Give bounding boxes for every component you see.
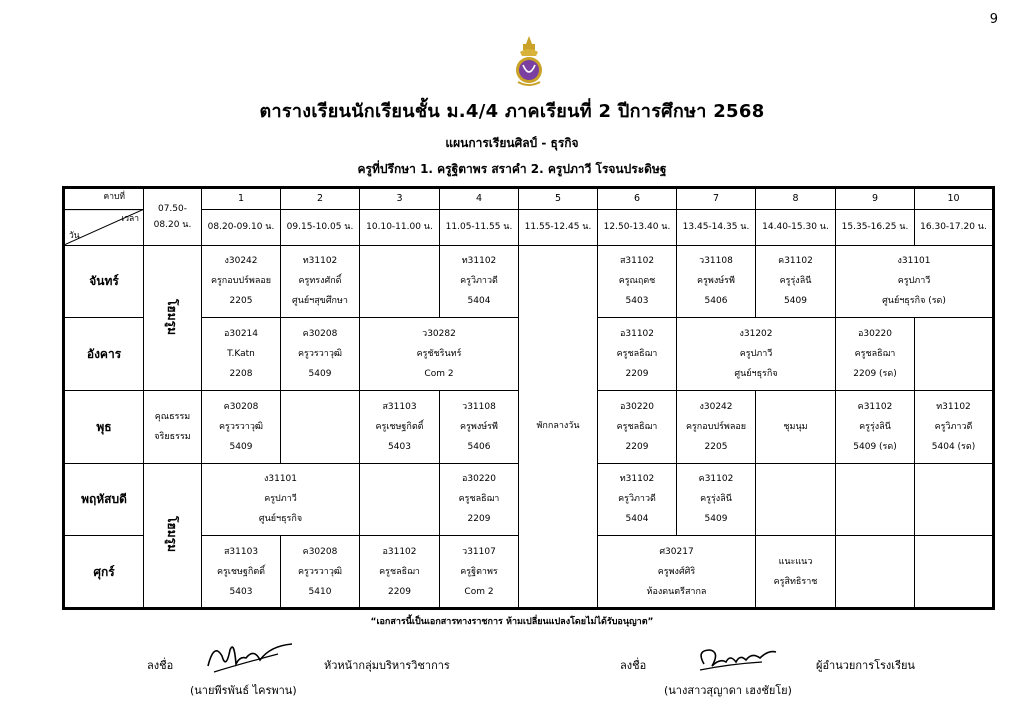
page-number: 9	[989, 12, 998, 27]
day-wednesday: พุธ	[64, 390, 144, 463]
lunch-break: พักกลางวัน	[519, 245, 598, 608]
period-5: 5	[519, 188, 598, 210]
position-right: ผู้อำนวยการโรงเรียน	[816, 659, 915, 672]
name-left: (นายพีรพันธ์ ไครพาน)	[190, 684, 297, 697]
period-8: 8	[756, 188, 836, 210]
time-9: 15.35-16.25 น.	[836, 210, 915, 245]
period-4: 4	[440, 188, 519, 210]
signature-right-icon	[690, 640, 780, 678]
class-schedule-table	[62, 186, 995, 610]
homeroom-mon-tue: โฮมรูม	[144, 245, 202, 390]
class-cell: ง30242 ครูกอบปร์พลอย 2205	[677, 390, 756, 463]
time-3: 10.10-11.00 น.	[360, 210, 440, 245]
class-cell: ท31102 ครูทรงศักดิ์ ศูนย์ฯสุขศึกษา	[281, 245, 360, 318]
class-cell: อ31102 ครูชลธิฌา 2209	[360, 536, 440, 609]
homeroom-thu-fri: โฮมรูม	[144, 463, 202, 608]
class-cell: อ30220 ครูชลธิฌา 2209 (รด)	[836, 318, 915, 391]
class-cell: ค31102 ครูรุ่งลินี 5409	[677, 463, 756, 536]
day-tuesday: อังคาร	[64, 318, 144, 391]
class-cell: ง31101 ครูปภาวี ศูนย์ฯธุรกิจ (รด)	[836, 245, 994, 318]
guidance-cell: แนะแนว ครูสิทธิราช	[756, 536, 836, 609]
period-1: 1	[202, 188, 281, 210]
empty-cell	[360, 463, 440, 536]
time-1: 08.20-09.10 น.	[202, 210, 281, 245]
empty-cell	[915, 536, 994, 609]
class-cell: ค31102 ครูรุ่งลินี 5409 (รด)	[836, 390, 915, 463]
time-header: เวลา	[121, 214, 139, 224]
class-cell: ง30242 ครูกอบปร์พลอย 2205	[202, 245, 281, 318]
class-cell: ว31108 ครูพงษ์รพี 5406	[677, 245, 756, 318]
class-cell: ว31108 ครูพงษ์รพี 5406	[440, 390, 519, 463]
time-8: 14.40-15.30 น.	[756, 210, 836, 245]
empty-cell	[915, 318, 994, 391]
club-cell: ชุมนุม	[756, 390, 836, 463]
class-cell: ค30208 ครูวรวาวุฒิ 5409	[202, 390, 281, 463]
signature-left-icon	[200, 636, 300, 678]
class-cell: ส31103 ครูเชษฐกิตติ์ 5403	[360, 390, 440, 463]
program-name: แผนการเรียนศิลป์ - ธุรกิจ	[445, 136, 579, 150]
time-7: 13.45-14.35 น.	[677, 210, 756, 245]
empty-cell	[756, 463, 836, 536]
class-cell: อ30214 T.Katn 2208	[202, 318, 281, 391]
day-monday: จันทร์	[64, 245, 144, 318]
empty-cell	[360, 245, 440, 318]
period-7: 7	[677, 188, 756, 210]
day-thursday: พฤหัสบดี	[64, 463, 144, 536]
day-friday: ศุกร์	[64, 536, 144, 609]
empty-cell	[836, 463, 915, 536]
school-emblem-icon	[512, 34, 546, 90]
class-cell: ส31103 ครูเชษฐกิตติ์ 5403	[202, 536, 281, 609]
time-10: 16.30-17.20 น.	[915, 210, 994, 245]
ethics-homeroom: คุณธรรม จริยธรรม	[144, 390, 202, 463]
class-cell: ค31102 ครูรุ่งลินี 5409	[756, 245, 836, 318]
period-3: 3	[360, 188, 440, 210]
class-cell: ง31202 ครูปภาวี ศูนย์ฯธุรกิจ	[677, 318, 836, 391]
time-2: 09.15-10.05 น.	[281, 210, 360, 245]
time-5: 11.55-12.45 น.	[519, 210, 598, 245]
corner-header	[64, 188, 144, 246]
official-document-note: “เอกสารนี้เป็นเอกสารทางราชการ ห้ามเปลี่ยนแปลงโดยไม่ได้รับอนุญาต”	[370, 617, 654, 627]
row-monday	[64, 245, 994, 318]
class-cell: ท31102 ครูวิภาวดี 5404 (รด)	[915, 390, 994, 463]
period-10: 10	[915, 188, 994, 210]
day-header: วัน	[69, 231, 80, 241]
class-cell: ว30282 ครูชัชรินทร์ Com 2	[360, 318, 519, 391]
empty-cell	[281, 390, 360, 463]
sign-label-left: ลงชื่อ	[147, 659, 174, 672]
empty-cell	[836, 536, 915, 609]
period-9: 9	[836, 188, 915, 210]
advisors-line: ครูที่ปรึกษา 1. ครูฐิตาพร สราคำ 2. ครูปภาวี โรจนประดิษฐ	[357, 162, 667, 176]
class-cell: ท31102 ครูวิภาวดี 5404	[598, 463, 677, 536]
class-cell: ค30208 ครูวรวาวุฒิ 5410	[281, 536, 360, 609]
homeroom-time: 07.50- 08.20 น.	[144, 188, 202, 246]
period-2: 2	[281, 188, 360, 210]
class-cell: ว31107 ครูฐิตาพร Com 2	[440, 536, 519, 609]
schedule-title: ตารางเรียนนักเรียนชั้น ม.4/4 ภาคเรียนที่ 2 ปีการศึกษา 2568	[259, 101, 765, 122]
sign-label-right: ลงชื่อ	[620, 659, 647, 672]
name-right: (นางสาวสุญาดา เฮงชัยโย)	[664, 684, 792, 697]
period-header: คาบที่	[103, 192, 125, 202]
class-cell: อ30220 ครูชลธิฌา 2209	[440, 463, 519, 536]
time-4: 11.05-11.55 น.	[440, 210, 519, 245]
empty-cell	[915, 463, 994, 536]
class-cell: อ30220 ครูชลธิฌา 2209	[598, 390, 677, 463]
class-cell: ง31101 ครูปภาวี ศูนย์ฯธุรกิจ	[202, 463, 360, 536]
time-6: 12.50-13.40 น.	[598, 210, 677, 245]
class-cell: ส31102 ครูณฤดช 5403	[598, 245, 677, 318]
position-left: หัวหน้ากลุ่มบริหารวิชาการ	[324, 659, 450, 672]
period-6: 6	[598, 188, 677, 210]
class-cell: ศ30217 ครูพงศ์ศิริ ห้องดนตรีสากล	[598, 536, 756, 609]
class-cell: ท31102 ครูวิภาวดี 5404	[440, 245, 519, 318]
class-cell: ค30208 ครูวรวาวุฒิ 5409	[281, 318, 360, 391]
class-cell: อ31102 ครูชลธิฌา 2209	[598, 318, 677, 391]
